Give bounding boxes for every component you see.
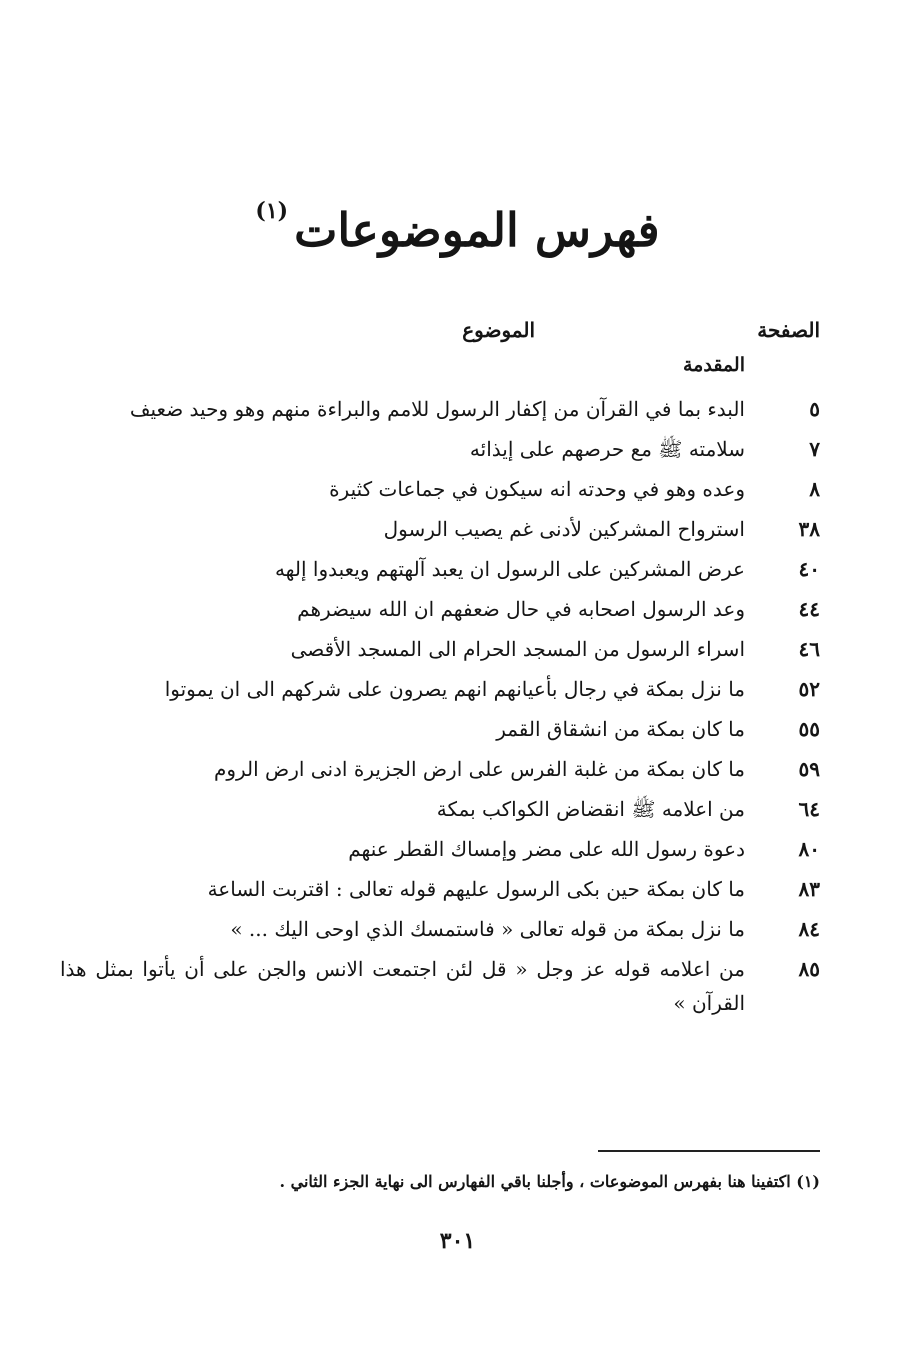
entry-topic: ما كان بمكة من انشقاق القمر: [496, 717, 745, 741]
page-title: [0, 198, 915, 257]
intro-label: المقدمة: [682, 354, 745, 376]
entry-topic: من اعلامه ﷺ انقضاض الكواكب بمكة: [436, 797, 745, 821]
entry-topic: عرض المشركين على الرسول ان يعبد آلهتهم ويعبدوا إلهه: [274, 557, 745, 581]
contents-entry: [60, 832, 820, 866]
entry-page-number: ٥٢: [798, 677, 820, 701]
entry-topic: اسراء الرسول من المسجد الحرام الى المسجد الأقصى: [290, 637, 745, 661]
contents-entry: [60, 912, 820, 946]
contents-entry: [60, 872, 820, 906]
contents-entry: [60, 432, 820, 466]
footnote-divider: [598, 1150, 820, 1152]
contents-entry: [60, 472, 820, 506]
page-column-header: الصفحة: [757, 318, 820, 342]
contents-entry: [60, 512, 820, 546]
entry-page-number: ٤٦: [798, 637, 820, 661]
entry-topic: ما كان بمكة من غلبة الفرس على ارض الجزيرة ادنى ارض الروم: [213, 757, 745, 781]
entry-topic: وعد الرسول اصحابه في حال ضعفهم ان الله سيضرهم: [297, 597, 745, 621]
entry-page-number: ٨٠: [798, 837, 820, 861]
contents-entry: [60, 632, 820, 666]
topic-column-header: الموضوع: [462, 318, 535, 342]
entry-page-number: ٣٨: [798, 517, 820, 541]
entry-topic: ما نزل بمكة في رجال بأعيانهم انهم يصرون على شركهم الى ان يموتوا: [164, 677, 745, 701]
footnote: (١) اكتفينا هنا بفهرس الموضوعات ، وأجلنا باقي الفهارس الى نهاية الجزء الثاني .: [279, 1172, 820, 1191]
title-footnote-mark: (١): [255, 198, 289, 224]
entry-topic: البدء بما في القرآن من إكفار الرسول للامم والبراءة منهم وهو وحيد ضعيف: [129, 397, 745, 421]
contents-entry: [60, 552, 820, 586]
entry-page-number: ٨٣: [798, 877, 820, 901]
title-text: فهرس الموضوعات: [294, 203, 660, 257]
entry-topic: من اعلامه قوله عز وجل « قل لئن اجتمعت الانس والجن على أن يأتوا بمثل هذا القرآن »: [60, 957, 745, 1015]
contents-entry: [60, 712, 820, 746]
page-number: ٣٠١: [439, 1228, 476, 1254]
contents-list: [60, 392, 820, 1026]
entry-page-number: ٥٥: [798, 717, 820, 741]
contents-entry: [60, 592, 820, 626]
entry-topic: وعده وهو في وحدته انه سيكون في جماعات كثيرة: [329, 477, 745, 501]
entry-page-number: ٥: [809, 397, 820, 421]
entry-page-number: ٨٥: [798, 957, 820, 981]
entry-page-number: ٧: [809, 437, 820, 461]
entry-page-number: ٨: [809, 477, 820, 501]
entry-topic: ما نزل بمكة من قوله تعالى « فاستمسك الذي اوحى اليك ... »: [230, 917, 745, 941]
contents-entry: [60, 672, 820, 706]
contents-entry: [60, 792, 820, 826]
entry-topic: سلامته ﷺ مع حرصهم على إيذائه: [469, 437, 745, 461]
entry-page-number: ٦٤: [798, 797, 820, 821]
contents-entry: [60, 752, 820, 786]
entry-page-number: ٨٤: [798, 917, 820, 941]
entry-topic: دعوة رسول الله على مضر وإمساك القطر عنهم: [348, 837, 745, 861]
entry-topic: استرواح المشركين لأدنى غم يصيب الرسول: [383, 517, 745, 541]
entry-topic: ما كان بمكة حين بكى الرسول عليهم قوله تعالى : اقتربت الساعة: [207, 877, 745, 901]
contents-entry: [60, 392, 820, 426]
entry-page-number: ٤٤: [798, 597, 820, 621]
entry-page-number: ٤٠: [798, 557, 820, 581]
entry-page-number: ٥٩: [798, 757, 820, 781]
contents-entry: [60, 952, 820, 1020]
